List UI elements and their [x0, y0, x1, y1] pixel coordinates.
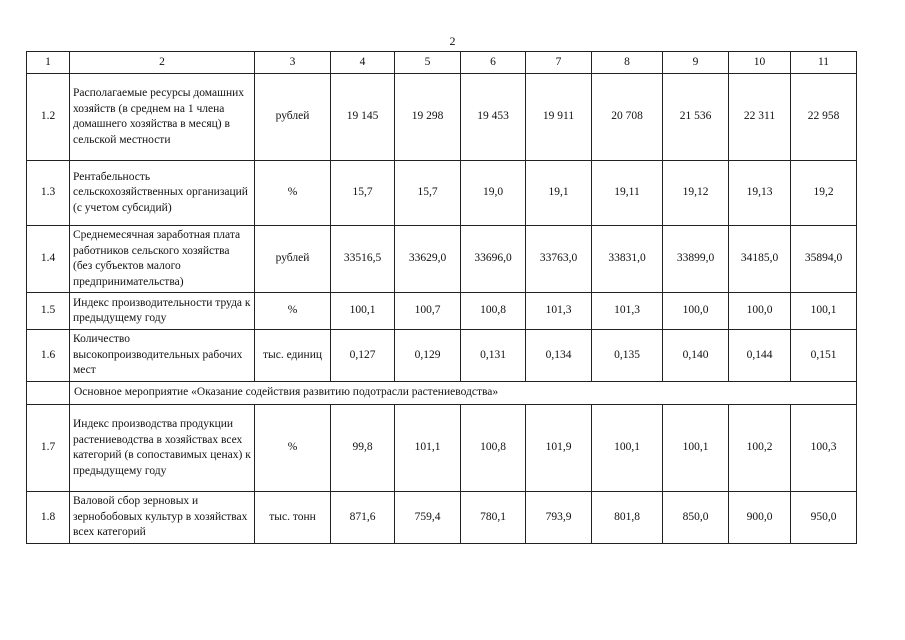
row-number: 1.7	[27, 405, 70, 492]
value-cell: 900,0	[729, 492, 791, 544]
value-cell: 759,4	[395, 492, 461, 544]
value-cell: 100,1	[592, 405, 663, 492]
value-cell: 101,9	[526, 405, 592, 492]
table-row	[27, 405, 857, 492]
table-row	[27, 161, 857, 226]
value-cell: 0,151	[791, 330, 857, 382]
unit: рублей	[255, 226, 331, 293]
table-row	[27, 74, 857, 161]
value-cell: 19,2	[791, 161, 857, 226]
table-row	[27, 226, 857, 293]
row-number: 1.3	[27, 161, 70, 226]
value-cell: 33696,0	[461, 226, 526, 293]
value-cell: 34185,0	[729, 226, 791, 293]
row-number: 1.8	[27, 492, 70, 544]
header-row	[27, 52, 857, 74]
indicator-name: Среднемесячная заработная плата работников сельского хозяйства (без субъектов малого предпринимательства)	[70, 226, 255, 293]
indicator-name: Индекс производительности труда к предыдущему году	[70, 293, 255, 330]
unit: тыс. единиц	[255, 330, 331, 382]
row-number: 1.2	[27, 74, 70, 161]
value-cell: 101,1	[395, 405, 461, 492]
value-cell: 19,0	[461, 161, 526, 226]
value-cell: 100,0	[663, 293, 729, 330]
value-cell: 0,134	[526, 330, 592, 382]
unit: тыс. тонн	[255, 492, 331, 544]
header-cell: 2	[70, 52, 255, 74]
value-cell: 0,140	[663, 330, 729, 382]
row-number: 1.4	[27, 226, 70, 293]
table-row	[27, 492, 857, 544]
indicator-name: Индекс производства продукции растениеводства в хозяйствах всех категорий (в сопоставимых ценах) к предыдущему году	[70, 405, 255, 492]
value-cell: 0,135	[592, 330, 663, 382]
indicator-name: Располагаемые ресурсы домашних хозяйств (в среднем на 1 члена домашнего хозяйства в месяц) в сельской местности	[70, 74, 255, 161]
header-cell: 1	[27, 52, 70, 74]
value-cell: 100,0	[729, 293, 791, 330]
value-cell: 0,131	[461, 330, 526, 382]
indicator-name: Количество высокопроизводительных рабочих мест	[70, 330, 255, 382]
value-cell: 33516,5	[331, 226, 395, 293]
value-cell: 850,0	[663, 492, 729, 544]
header-cell: 8	[592, 52, 663, 74]
value-cell: 780,1	[461, 492, 526, 544]
header-cell: 6	[461, 52, 526, 74]
section-number-cell	[27, 382, 70, 405]
value-cell: 33831,0	[592, 226, 663, 293]
value-cell: 15,7	[395, 161, 461, 226]
unit: рублей	[255, 74, 331, 161]
indicators-table	[26, 51, 857, 544]
value-cell: 100,7	[395, 293, 461, 330]
value-cell: 19 453	[461, 74, 526, 161]
value-cell: 33899,0	[663, 226, 729, 293]
value-cell: 21 536	[663, 74, 729, 161]
unit: %	[255, 405, 331, 492]
header-cell: 4	[331, 52, 395, 74]
value-cell: 101,3	[526, 293, 592, 330]
value-cell: 19,12	[663, 161, 729, 226]
value-cell: 100,1	[791, 293, 857, 330]
value-cell: 100,8	[461, 293, 526, 330]
value-cell: 35894,0	[791, 226, 857, 293]
row-number: 1.6	[27, 330, 70, 382]
value-cell: 33763,0	[526, 226, 592, 293]
value-cell: 101,3	[592, 293, 663, 330]
unit: %	[255, 293, 331, 330]
value-cell: 950,0	[791, 492, 857, 544]
value-cell: 0,127	[331, 330, 395, 382]
value-cell: 19 911	[526, 74, 592, 161]
value-cell: 0,144	[729, 330, 791, 382]
table-row	[27, 293, 857, 330]
value-cell: 0,129	[395, 330, 461, 382]
header-cell: 5	[395, 52, 461, 74]
value-cell: 19 298	[395, 74, 461, 161]
unit: %	[255, 161, 331, 226]
value-cell: 100,2	[729, 405, 791, 492]
value-cell: 100,8	[461, 405, 526, 492]
page-number: 2	[449, 34, 456, 48]
header-cell: 7	[526, 52, 592, 74]
value-cell: 19,11	[592, 161, 663, 226]
value-cell: 100,1	[663, 405, 729, 492]
value-cell: 871,6	[331, 492, 395, 544]
header-cell: 3	[255, 52, 331, 74]
value-cell: 22 311	[729, 74, 791, 161]
table-row	[27, 330, 857, 382]
value-cell: 19,1	[526, 161, 592, 226]
value-cell: 20 708	[592, 74, 663, 161]
section-row	[27, 382, 857, 405]
value-cell: 19,13	[729, 161, 791, 226]
value-cell: 19 145	[331, 74, 395, 161]
indicator-name: Валовой сбор зерновых и зернобобовых культур в хозяйствах всех категорий	[70, 492, 255, 544]
header-cell: 10	[729, 52, 791, 74]
value-cell: 15,7	[331, 161, 395, 226]
value-cell: 22 958	[791, 74, 857, 161]
value-cell: 100,1	[331, 293, 395, 330]
value-cell: 99,8	[331, 405, 395, 492]
value-cell: 793,9	[526, 492, 592, 544]
value-cell: 33629,0	[395, 226, 461, 293]
indicator-name: Рентабельность сельскохозяйственных организаций (с учетом субсидий)	[70, 161, 255, 226]
header-cell: 11	[791, 52, 857, 74]
value-cell: 100,3	[791, 405, 857, 492]
section-title: Основное мероприятие «Оказание содействия развитию подотрасли растениеводства»	[70, 382, 857, 405]
header-cell: 9	[663, 52, 729, 74]
value-cell: 801,8	[592, 492, 663, 544]
row-number: 1.5	[27, 293, 70, 330]
